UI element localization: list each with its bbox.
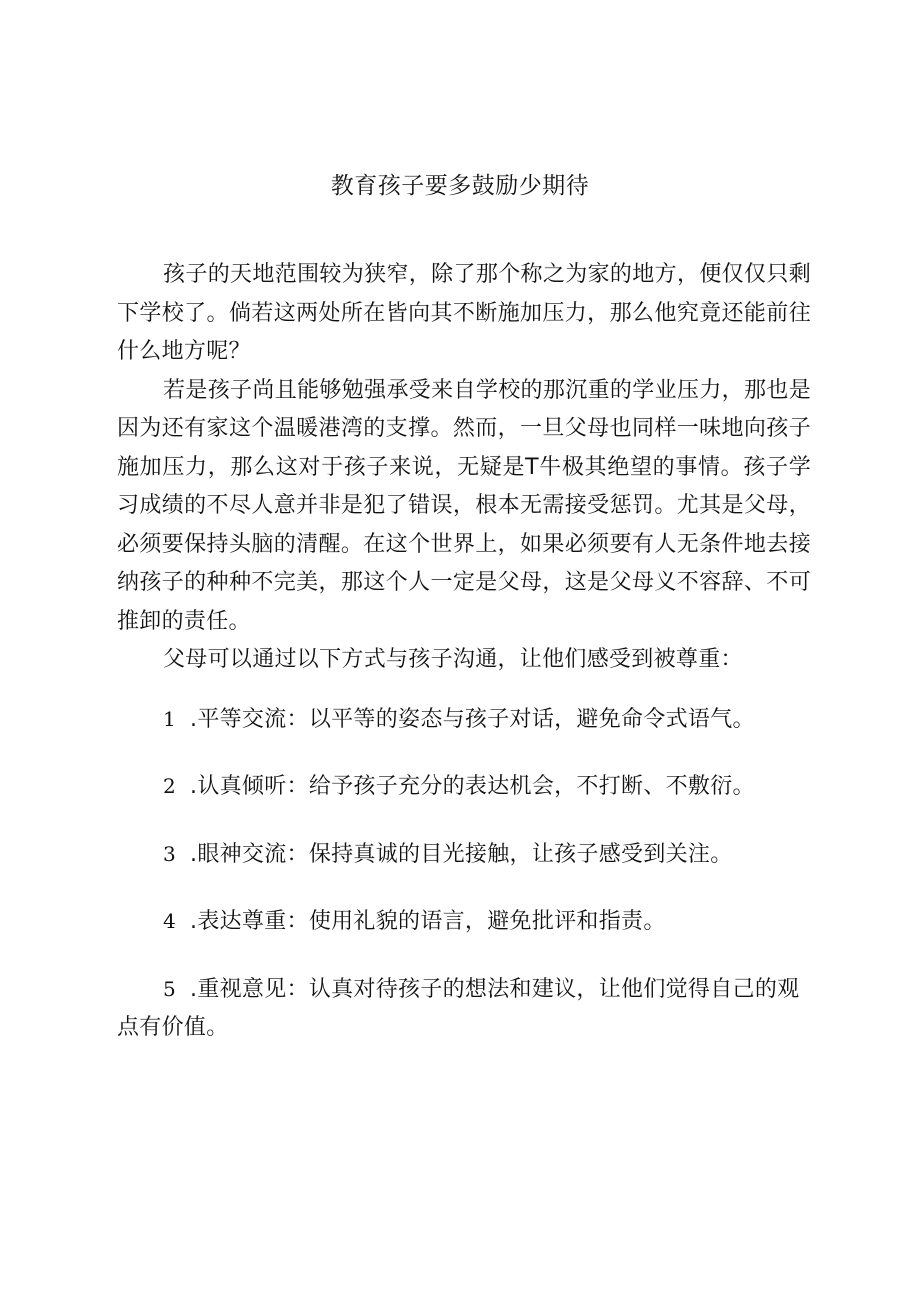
document-body: [117, 256, 811, 1048]
paragraph-2: 若是孩子尚且能够勉强承受来自学校的那沉重的学业压力，那也是因为还有家这个温暖港湾的支撑。然而，一旦父母也同样一味地向孩子施加压力，那么这对于孩子来说，无疑是T牛极其绝望的事情。孩子学习成绩的不尽人意并非是犯了错误，根本无需接受惩罚。尤其是父母，必须要保持头脑的清醒。在这个世界上，如果必须要有人无条件地去接纳孩子的种种不完美，那这个人一定是父母，这是父母义不容辞、不可推卸的责任。: [117, 377, 811, 634]
list-item: [117, 700, 811, 740]
list-item-number: 1: [163, 706, 177, 731]
paragraph-1: 孩子的天地范围较为狭窄，除了那个称之为家的地方，便仅仅只剩下学校了。倘若这两处所在皆向其不断施加压力，那么他究竟还能前往什么地方呢？: [117, 262, 811, 364]
list-item-number: 4: [163, 909, 177, 933]
list-item-number: 2: [163, 774, 177, 798]
list-item: [117, 767, 811, 807]
list-item: [117, 902, 811, 942]
list-item: [117, 970, 811, 1048]
list-item-text: .认真倾听：给予孩子充分的表达机会，不打断、不敷衍。: [190, 774, 755, 799]
list-item: [117, 835, 811, 875]
document-title: 教育孩子要多鼓励少期待: [330, 173, 590, 199]
list-item-number: 3: [163, 841, 177, 866]
paragraph-3: 父母可以通过以下方式与孩子沟通，让他们感受到被尊重：: [163, 647, 743, 672]
list-item-number: 5: [163, 976, 177, 1001]
list-item-text: .重视意见：认真对待孩子的想法和建议，让他们觉得自己的观点有价值。: [117, 976, 800, 1040]
list-item-text: .表达尊重：使用礼貌的语言，避免批评和指责。: [190, 909, 666, 934]
communication-list: [117, 700, 811, 1048]
list-item-text: .平等交流：以平等的姿态与孩子对话，避免命令式语气。: [190, 706, 755, 732]
list-item-text: .眼神交流：保持真诚的目光接触，让孩子感受到关注。: [190, 841, 733, 867]
